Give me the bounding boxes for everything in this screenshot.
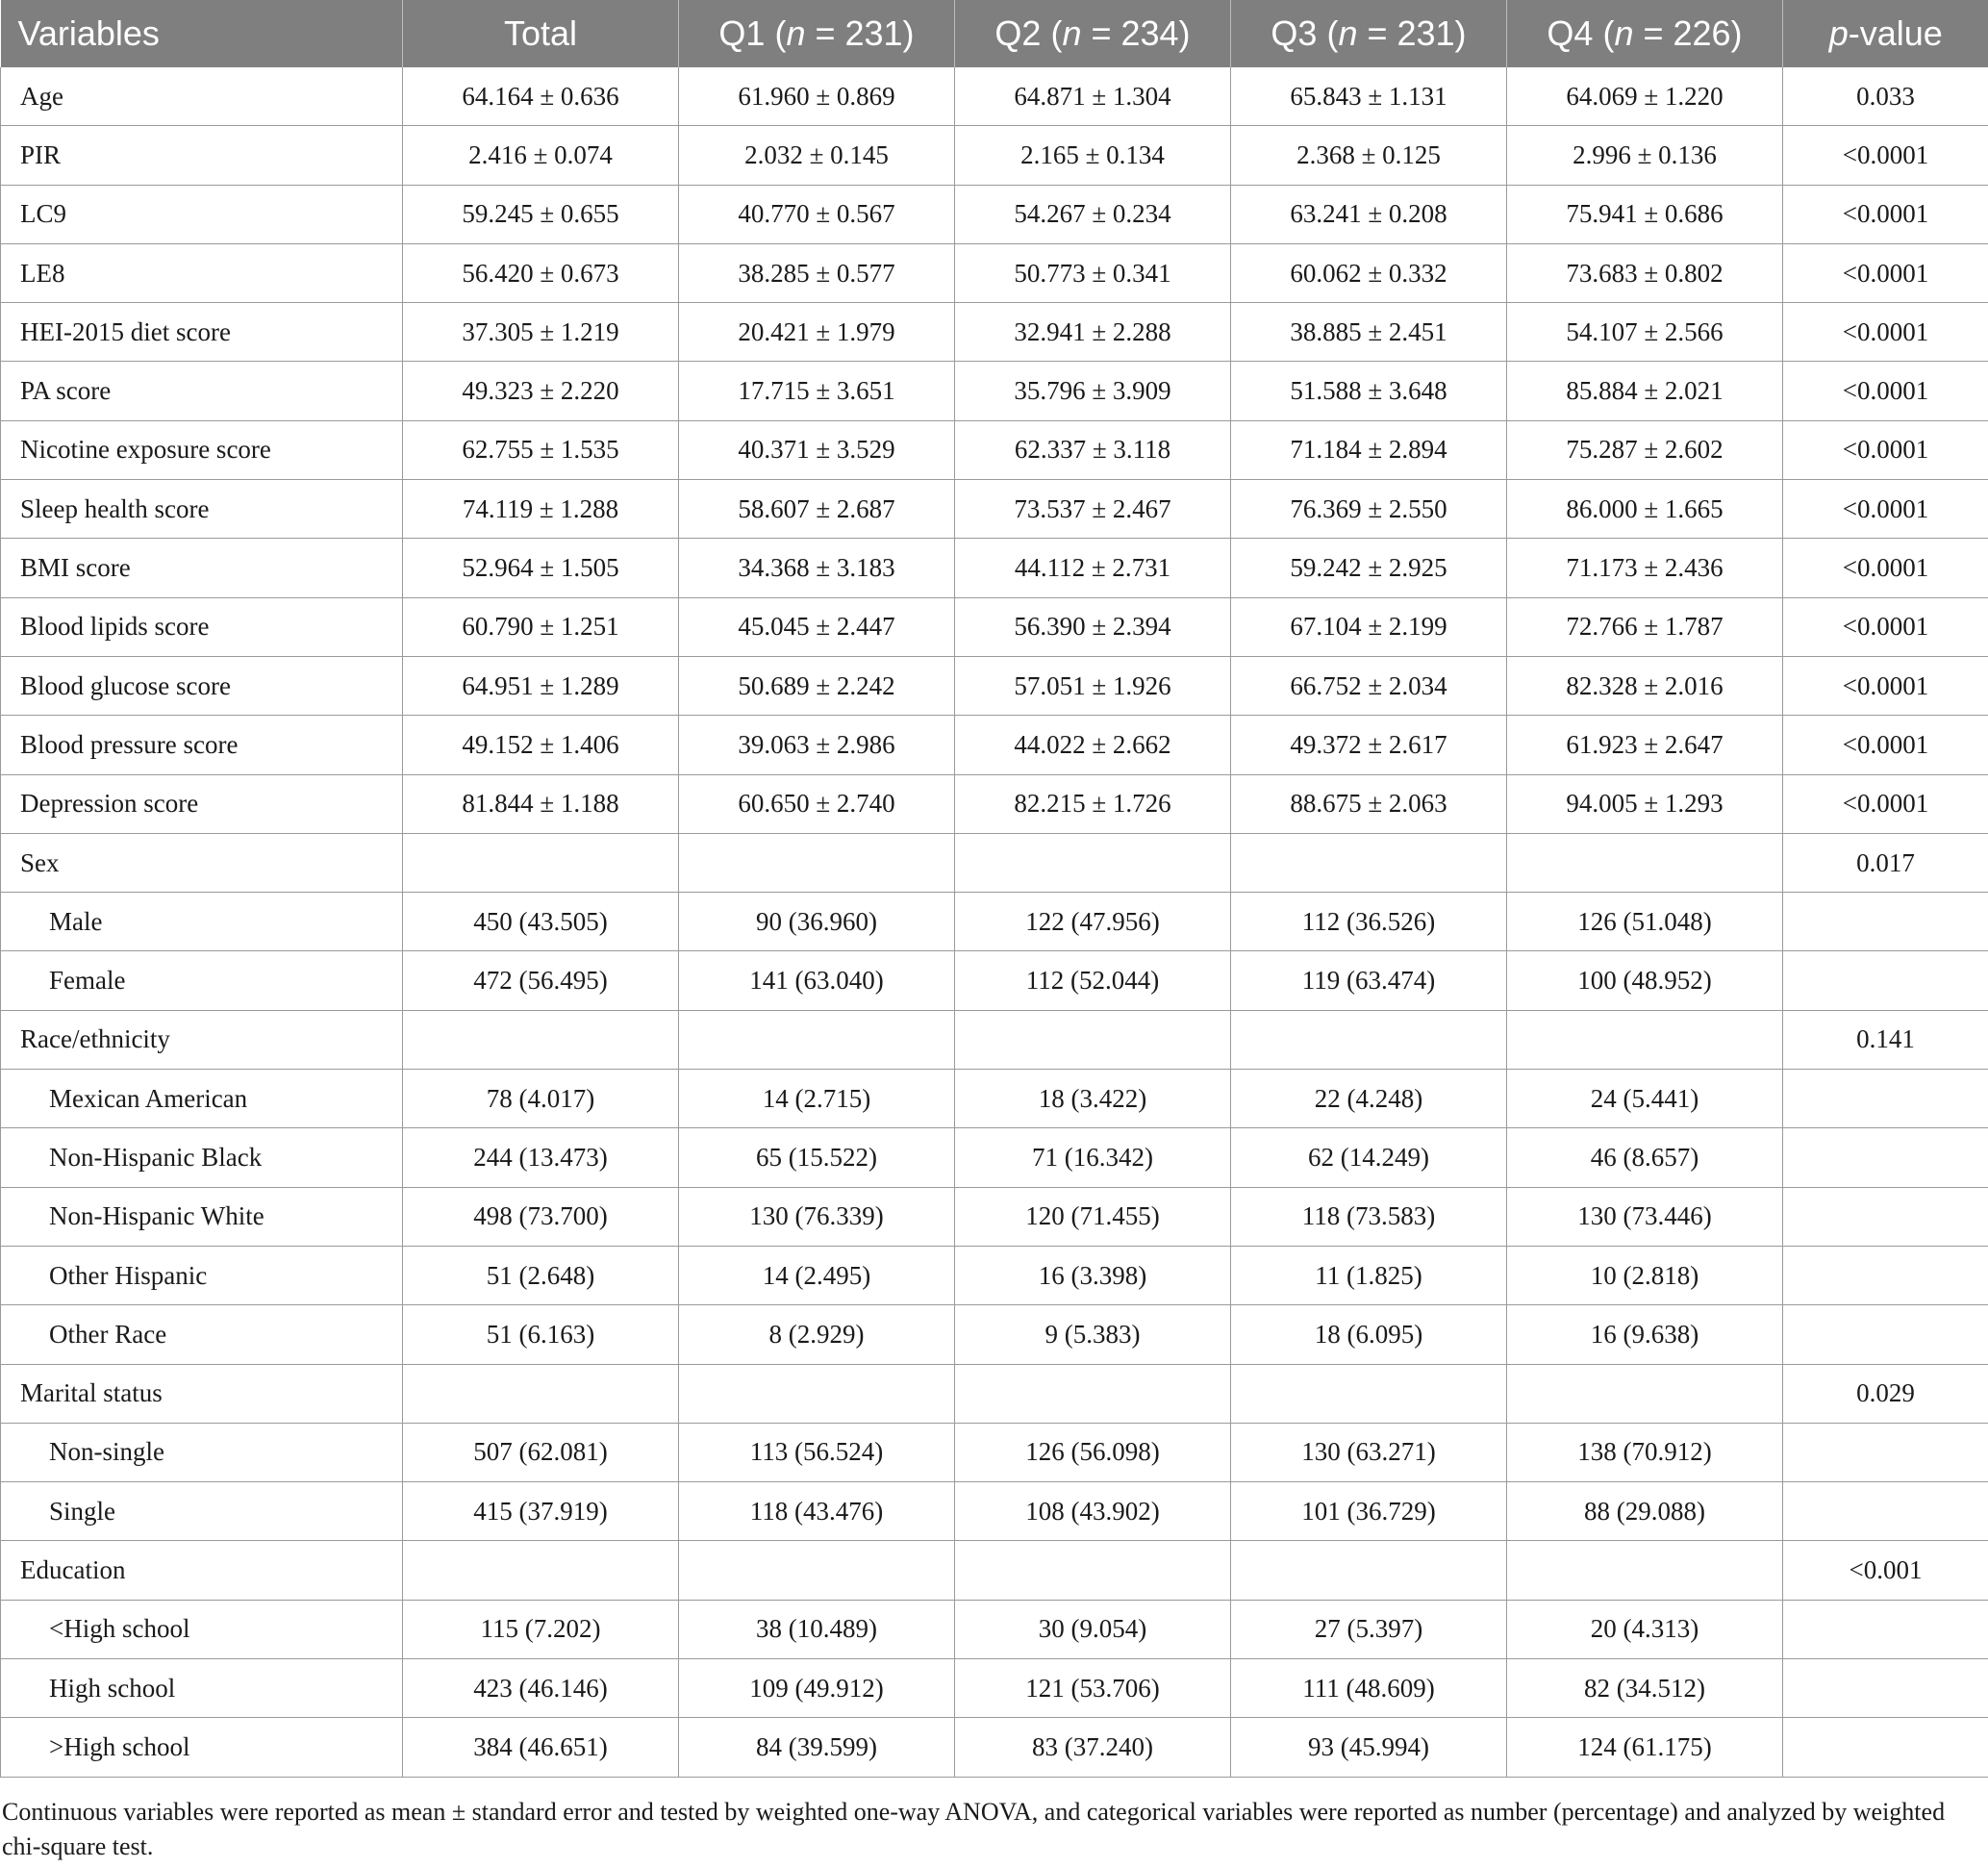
table-cell: 64.871 ± 1.304: [955, 67, 1231, 126]
header-q1: [679, 0, 955, 67]
table-cell: 88 (29.088): [1507, 1482, 1783, 1541]
header-text-suffix: -value: [1848, 13, 1943, 53]
table-cell: 8 (2.929): [679, 1305, 955, 1364]
row-label: Sleep health score: [1, 480, 403, 539]
table-cell: 82.215 ± 1.726: [955, 774, 1231, 833]
table-cell: 244 (13.473): [403, 1128, 679, 1187]
row-label: Non-Hispanic White: [1, 1187, 403, 1246]
table-cell: 90 (36.960): [679, 893, 955, 951]
table-cell: <0.0001: [1783, 303, 1988, 362]
table-cell: 27 (5.397): [1231, 1600, 1507, 1658]
table-subrow: [1, 1305, 1988, 1364]
table-cell: 10 (2.818): [1507, 1246, 1783, 1304]
table-cell: [1507, 833, 1783, 892]
table-body: [1, 67, 1988, 1777]
table-cell: 51 (6.163): [403, 1305, 679, 1364]
table-cell: 44.112 ± 2.731: [955, 539, 1231, 597]
table-cell: [679, 1010, 955, 1069]
table-cell: [1783, 1600, 1988, 1658]
table-row: [1, 597, 1988, 656]
table-cell: [1783, 1482, 1988, 1541]
table-cell: [1783, 1246, 1988, 1304]
table-cell: 54.267 ± 0.234: [955, 185, 1231, 243]
table-cell: 0.141: [1783, 1010, 1988, 1069]
table-cell: [1231, 1010, 1507, 1069]
table-subrow: [1, 1718, 1988, 1777]
table-cell: 64.069 ± 1.220: [1507, 67, 1783, 126]
table-subrow: [1, 1482, 1988, 1541]
table-cell: 130 (73.446): [1507, 1187, 1783, 1246]
table-cell: 450 (43.505): [403, 893, 679, 951]
header-total: [403, 0, 679, 67]
table-cell: 0.017: [1783, 833, 1988, 892]
table-cell: 32.941 ± 2.288: [955, 303, 1231, 362]
row-label: Other Race: [1, 1305, 403, 1364]
row-label: Non-Hispanic Black: [1, 1128, 403, 1187]
row-label: Race/ethnicity: [1, 1010, 403, 1069]
table-row: [1, 774, 1988, 833]
header-q2: [955, 0, 1231, 67]
table-cell: 49.152 ± 1.406: [403, 716, 679, 774]
row-label: HEI-2015 diet score: [1, 303, 403, 362]
table-cell: 0.029: [1783, 1364, 1988, 1423]
table-cell: 14 (2.715): [679, 1070, 955, 1128]
table-cell: 40.770 ± 0.567: [679, 185, 955, 243]
table-cell: 58.607 ± 2.687: [679, 480, 955, 539]
row-label: Nicotine exposure score: [1, 420, 403, 479]
table-cell: 38 (10.489): [679, 1600, 955, 1658]
table-cell: 17.715 ± 3.651: [679, 362, 955, 420]
table-cell: <0.0001: [1783, 362, 1988, 420]
table-cell: [1783, 893, 1988, 951]
table-row: [1, 67, 1988, 126]
table-cell: [679, 1541, 955, 1600]
table-cell: 82.328 ± 2.016: [1507, 656, 1783, 715]
table-cell: 49.372 ± 2.617: [1231, 716, 1507, 774]
row-label: Marital status: [1, 1364, 403, 1423]
table-cell: 61.923 ± 2.647: [1507, 716, 1783, 774]
header-text-suffix: = 234): [1081, 13, 1191, 53]
table-cell: 507 (62.081): [403, 1423, 679, 1481]
table-cell: 64.164 ± 0.636: [403, 67, 679, 126]
table-cell: 83 (37.240): [955, 1718, 1231, 1777]
header-italic-symbol: n: [786, 13, 806, 53]
table-cell: 82 (34.512): [1507, 1659, 1783, 1718]
table-cell: 59.245 ± 0.655: [403, 185, 679, 243]
table-cell: 75.287 ± 2.602: [1507, 420, 1783, 479]
table-cell: 50.773 ± 0.341: [955, 243, 1231, 302]
table-cell: 415 (37.919): [403, 1482, 679, 1541]
table-cell: [1783, 951, 1988, 1010]
table-cell: 112 (36.526): [1231, 893, 1507, 951]
table-cell: <0.0001: [1783, 597, 1988, 656]
table-cell: 384 (46.651): [403, 1718, 679, 1777]
table-cell: 24 (5.441): [1507, 1070, 1783, 1128]
table-cell: 118 (43.476): [679, 1482, 955, 1541]
table-cell: 50.689 ± 2.242: [679, 656, 955, 715]
table-cell: 112 (52.044): [955, 951, 1231, 1010]
table-cell: 0.033: [1783, 67, 1988, 126]
table-cell: 86.000 ± 1.665: [1507, 480, 1783, 539]
table-cell: 20 (4.313): [1507, 1600, 1783, 1658]
header-q3: [1231, 0, 1507, 67]
table-row: [1, 1541, 1988, 1600]
table-cell: 71.173 ± 2.436: [1507, 539, 1783, 597]
table-cell: 37.305 ± 1.219: [403, 303, 679, 362]
table-cell: 85.884 ± 2.021: [1507, 362, 1783, 420]
table-cell: 57.051 ± 1.926: [955, 656, 1231, 715]
table-subrow: [1, 951, 1988, 1010]
table-cell: 88.675 ± 2.063: [1231, 774, 1507, 833]
table-cell: 22 (4.248): [1231, 1070, 1507, 1128]
table-cell: 84 (39.599): [679, 1718, 955, 1777]
table-cell: [1231, 833, 1507, 892]
table-cell: [403, 1010, 679, 1069]
table-cell: 56.390 ± 2.394: [955, 597, 1231, 656]
row-label: Age: [1, 67, 403, 126]
table-row: [1, 303, 1988, 362]
row-label: Sex: [1, 833, 403, 892]
table-row: [1, 185, 1988, 243]
table-cell: 65 (15.522): [679, 1128, 955, 1187]
header-italic-symbol: n: [1338, 13, 1358, 53]
table-cell: 44.022 ± 2.662: [955, 716, 1231, 774]
table-cell: [1783, 1128, 1988, 1187]
row-label: Other Hispanic: [1, 1246, 403, 1304]
table-cell: 51 (2.648): [403, 1246, 679, 1304]
table-cell: [403, 1364, 679, 1423]
table-cell: 423 (46.146): [403, 1659, 679, 1718]
table-cell: 65.843 ± 1.131: [1231, 67, 1507, 126]
table-cell: 38.885 ± 2.451: [1231, 303, 1507, 362]
table-cell: 38.285 ± 0.577: [679, 243, 955, 302]
header-italic-symbol: p: [1828, 13, 1849, 53]
table-cell: 54.107 ± 2.566: [1507, 303, 1783, 362]
table-row: [1, 716, 1988, 774]
table-cell: 56.420 ± 0.673: [403, 243, 679, 302]
table-cell: <0.0001: [1783, 126, 1988, 185]
header-text-suffix: = 226): [1633, 13, 1743, 53]
table-cell: 119 (63.474): [1231, 951, 1507, 1010]
table-subrow: [1, 1246, 1988, 1304]
table-cell: [1231, 1364, 1507, 1423]
table-subrow: [1, 1659, 1988, 1718]
table-cell: 124 (61.175): [1507, 1718, 1783, 1777]
table-cell: <0.0001: [1783, 774, 1988, 833]
table-cell: 62.755 ± 1.535: [403, 420, 679, 479]
table-cell: [403, 833, 679, 892]
table-cell: 30 (9.054): [955, 1600, 1231, 1658]
table-cell: 115 (7.202): [403, 1600, 679, 1658]
table-cell: 81.844 ± 1.188: [403, 774, 679, 833]
table-cell: 118 (73.583): [1231, 1187, 1507, 1246]
table-cell: 14 (2.495): [679, 1246, 955, 1304]
table-cell: [679, 833, 955, 892]
table-cell: 11 (1.825): [1231, 1246, 1507, 1304]
table-cell: <0.0001: [1783, 539, 1988, 597]
table-subrow: [1, 1600, 1988, 1658]
table-cell: 60.650 ± 2.740: [679, 774, 955, 833]
table-row: [1, 539, 1988, 597]
table-cell: 111 (48.609): [1231, 1659, 1507, 1718]
table-cell: 63.241 ± 0.208: [1231, 185, 1507, 243]
table-cell: 472 (56.495): [403, 951, 679, 1010]
row-label: Blood pressure score: [1, 716, 403, 774]
row-label: Single: [1, 1482, 403, 1541]
table-subrow: [1, 1070, 1988, 1128]
table-cell: 61.960 ± 0.869: [679, 67, 955, 126]
table-cell: 59.242 ± 2.925: [1231, 539, 1507, 597]
header-q4: [1507, 0, 1783, 67]
table-subrow: [1, 1187, 1988, 1246]
row-label: High school: [1, 1659, 403, 1718]
table-cell: 64.951 ± 1.289: [403, 656, 679, 715]
row-label: PA score: [1, 362, 403, 420]
table-cell: [1783, 1070, 1988, 1128]
table-cell: 18 (6.095): [1231, 1305, 1507, 1364]
table-cell: 126 (51.048): [1507, 893, 1783, 951]
table-cell: 71.184 ± 2.894: [1231, 420, 1507, 479]
header-text: Q1 (: [718, 13, 787, 53]
table-cell: 2.032 ± 0.145: [679, 126, 955, 185]
row-label: <High school: [1, 1600, 403, 1658]
table-cell: [955, 1364, 1231, 1423]
table-cell: 122 (47.956): [955, 893, 1231, 951]
table-cell: [1507, 1541, 1783, 1600]
table-cell: 109 (49.912): [679, 1659, 955, 1718]
table-cell: 60.062 ± 0.332: [1231, 243, 1507, 302]
table-cell: <0.0001: [1783, 656, 1988, 715]
table-cell: 20.421 ± 1.979: [679, 303, 955, 362]
row-label: LC9: [1, 185, 403, 243]
row-label: PIR: [1, 126, 403, 185]
table-cell: 101 (36.729): [1231, 1482, 1507, 1541]
table-cell: 141 (63.040): [679, 951, 955, 1010]
table-cell: 16 (9.638): [1507, 1305, 1783, 1364]
table-cell: 46 (8.657): [1507, 1128, 1783, 1187]
table-cell: <0.0001: [1783, 243, 1988, 302]
table-row: [1, 126, 1988, 185]
table-cell: 2.996 ± 0.136: [1507, 126, 1783, 185]
table-cell: [1783, 1187, 1988, 1246]
header-text: Q4 (: [1547, 13, 1615, 53]
table-cell: 113 (56.524): [679, 1423, 955, 1481]
table-cell: <0.0001: [1783, 480, 1988, 539]
header-text: Total: [503, 13, 578, 53]
table-row: [1, 833, 1988, 892]
table-cell: 62.337 ± 3.118: [955, 420, 1231, 479]
table-cell: 73.683 ± 0.802: [1507, 243, 1783, 302]
table-cell: <0.0001: [1783, 185, 1988, 243]
row-label: BMI score: [1, 539, 403, 597]
table-cell: 2.368 ± 0.125: [1231, 126, 1507, 185]
table-cell: 18 (3.422): [955, 1070, 1231, 1128]
header-variables: [1, 0, 403, 67]
table-cell: 45.045 ± 2.447: [679, 597, 955, 656]
table-cell: [955, 1010, 1231, 1069]
table-cell: <0.0001: [1783, 716, 1988, 774]
table-cell: 100 (48.952): [1507, 951, 1783, 1010]
table-cell: 39.063 ± 2.986: [679, 716, 955, 774]
header-text-suffix: = 231): [805, 13, 915, 53]
table-cell: 93 (45.994): [1231, 1718, 1507, 1777]
table-row: [1, 480, 1988, 539]
table-cell: 49.323 ± 2.220: [403, 362, 679, 420]
header-row: [1, 0, 1988, 67]
header-text: Q3 (: [1271, 13, 1339, 53]
table-cell: [955, 833, 1231, 892]
header-text-suffix: = 231): [1357, 13, 1467, 53]
table-cell: 2.416 ± 0.074: [403, 126, 679, 185]
table-cell: 138 (70.912): [1507, 1423, 1783, 1481]
table-cell: 121 (53.706): [955, 1659, 1231, 1718]
header-italic-symbol: n: [1062, 13, 1082, 53]
header-text: Variables: [17, 13, 160, 53]
table-cell: [1783, 1305, 1988, 1364]
table-cell: 2.165 ± 0.134: [955, 126, 1231, 185]
table-cell: [1783, 1659, 1988, 1718]
table-cell: 71 (16.342): [955, 1128, 1231, 1187]
table-cell: 75.941 ± 0.686: [1507, 185, 1783, 243]
table-row: [1, 1010, 1988, 1069]
table-cell: 16 (3.398): [955, 1246, 1231, 1304]
table-cell: [1783, 1423, 1988, 1481]
table-cell: [1783, 1718, 1988, 1777]
header-italic-symbol: n: [1614, 13, 1634, 53]
table-subrow: [1, 1423, 1988, 1481]
table-row: [1, 362, 1988, 420]
table-cell: 72.766 ± 1.787: [1507, 597, 1783, 656]
table-cell: [679, 1364, 955, 1423]
table-subrow: [1, 1128, 1988, 1187]
row-label: >High school: [1, 1718, 403, 1777]
table-cell: 66.752 ± 2.034: [1231, 656, 1507, 715]
table-cell: 9 (5.383): [955, 1305, 1231, 1364]
row-label: Education: [1, 1541, 403, 1600]
table-row: [1, 420, 1988, 479]
table-cell: 73.537 ± 2.467: [955, 480, 1231, 539]
row-label: Male: [1, 893, 403, 951]
table-cell: 498 (73.700): [403, 1187, 679, 1246]
row-label: Mexican American: [1, 1070, 403, 1128]
table-cell: 130 (63.271): [1231, 1423, 1507, 1481]
table-cell: [955, 1541, 1231, 1600]
table-cell: 74.119 ± 1.288: [403, 480, 679, 539]
row-label: Blood lipids score: [1, 597, 403, 656]
table-cell: [1507, 1364, 1783, 1423]
table-cell: 67.104 ± 2.199: [1231, 597, 1507, 656]
table-cell: 35.796 ± 3.909: [955, 362, 1231, 420]
table-row: [1, 1364, 1988, 1423]
table-cell: 130 (76.339): [679, 1187, 955, 1246]
table-cell: 120 (71.455): [955, 1187, 1231, 1246]
row-label: Female: [1, 951, 403, 1010]
row-label: Blood glucose score: [1, 656, 403, 715]
header-text: Q2 (: [994, 13, 1063, 53]
table-cell: 34.368 ± 3.183: [679, 539, 955, 597]
header-p-value: [1783, 0, 1988, 67]
table-cell: 94.005 ± 1.293: [1507, 774, 1783, 833]
row-label: Non-single: [1, 1423, 403, 1481]
row-label: LE8: [1, 243, 403, 302]
table-cell: <0.001: [1783, 1541, 1988, 1600]
table-cell: 52.964 ± 1.505: [403, 539, 679, 597]
table-cell: <0.0001: [1783, 420, 1988, 479]
table-row: [1, 656, 1988, 715]
table-cell: 108 (43.902): [955, 1482, 1231, 1541]
table-cell: [1231, 1541, 1507, 1600]
table-cell: 62 (14.249): [1231, 1128, 1507, 1187]
table-subrow: [1, 893, 1988, 951]
table-cell: 76.369 ± 2.550: [1231, 480, 1507, 539]
table-cell: [1507, 1010, 1783, 1069]
table-cell: 51.588 ± 3.648: [1231, 362, 1507, 420]
table-cell: [403, 1541, 679, 1600]
table-cell: 78 (4.017): [403, 1070, 679, 1128]
table-footnote: Continuous variables were reported as mean ± standard error and tested by weighted one-way ANOVA, and categorical variables were reported as number (percentage) and analyzed by weighted chi-square test.: [2, 1798, 1946, 1860]
row-label: Depression score: [1, 774, 403, 833]
table-row: [1, 243, 1988, 302]
table-cell: 60.790 ± 1.251: [403, 597, 679, 656]
table-cell: 126 (56.098): [955, 1423, 1231, 1481]
table-cell: 40.371 ± 3.529: [679, 420, 955, 479]
